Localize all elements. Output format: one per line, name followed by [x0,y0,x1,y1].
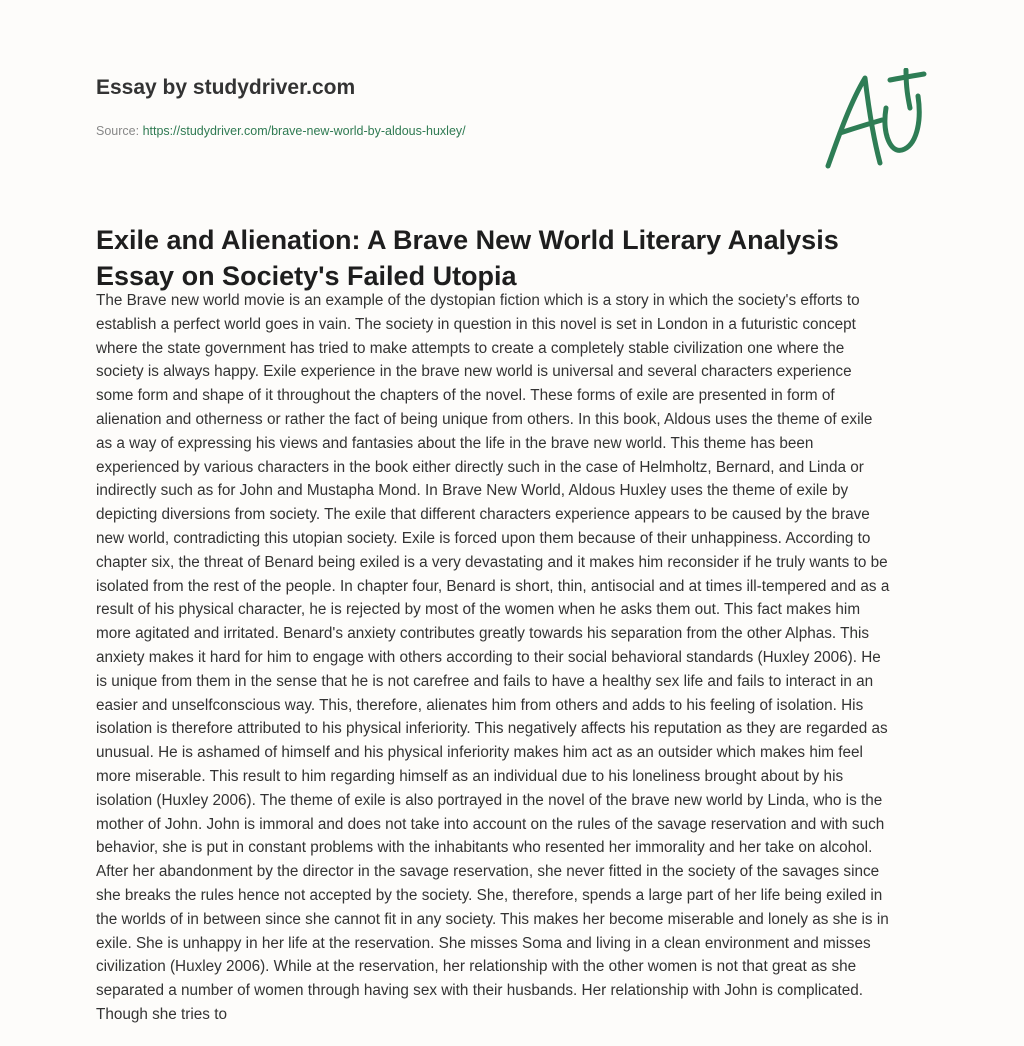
body-line: some form and shape of it throughout the chapters of the novel. These forms of exile are presented in form of [96,387,835,405]
source-link[interactable]: https://studydriver.com/brave-new-world-by-aldous-huxley/ [142,124,466,138]
a-plus-logo-icon [820,68,930,173]
body-line: she breaks the rules hence not accepted by the society. She, therefore, spends a large part of her life being exiled in [96,886,883,904]
body-line: exile. She is unhappy in her life at the reservation. She misses Soma and living in a clean environment and misses [96,934,871,952]
body-line: result of his physical character, he is rejected by most of the women when he asks them out. This fact makes him [96,601,861,619]
body-line: society is always happy. Exile experience in the brave new world is universal and several characters experience [96,363,852,381]
body-line: anxiety makes it hard for him to engage with others according to their social behavioral standards (Huxley 2006). He [96,648,881,666]
body-line: more agitated and irritated. Benard's anxiety contributes greatly towards his separation from the other Alphas. This [96,625,869,643]
body-line: The Brave new world movie is an example of the dystopian fiction which is a story in which the society's efforts to [96,292,860,309]
body-line: the worlds of in between since she cannot fit in any society. This makes her become miserable and lonely as she is in [96,910,889,928]
essay-title [96,222,976,294]
essay-body [96,289,996,1027]
body-line: is unique from them in the sense that he is not carefree and fails to have a healthy sex life and fails to interact in an [96,672,874,690]
body-line: After her abandonment by the director in the savage reservation, she never fitted in the society of the savages since [96,863,880,881]
body-line: new world, contradicting this utopian society. Exile is forced upon them because of their unhappiness. According to [96,529,871,547]
body-line: as a way of expressing his views and fantasies about the life in the brave new world. This theme has been [96,434,814,452]
body-line: indirectly such as for John and Mustapha Mond. In Brave New World, Aldous Huxley uses the theme of exile by [96,482,849,500]
source-label: Source: [96,124,140,138]
body-line: more miserable. This result to him regarding himself as an individual due to his loneliness brought about by his [96,767,844,785]
title-line: Essay on Society's Failed Utopia [96,261,517,291]
body-line: experienced by various characters in the book either directly such in the case of Helmholtz, Bernard, and Linda or [96,458,864,476]
body-line: behavior, she is put in constant problems with the inhabitants who resented her immorality and her take on alcohol. [96,839,873,857]
body-line: isolated from the rest of the people. In chapter four, Benard is short, thin, antisocial and at times ill-tempered and as a [96,577,890,595]
body-line: establish a perfect world goes in vain. The society in question in this novel is set in London in a futuristic concept [96,315,856,333]
body-line: mother of John. John is immoral and does not take into account on the rules of the savage reservation and with such [96,815,885,833]
body-line: civilization (Huxley 2006). While at the reservation, her relationship with the other women is not that great as she [96,958,857,976]
body-line: alienation and otherness or rather the fact of being unique from others. In this book, Aldous uses the theme of exile [96,410,873,428]
site-brand: Essay by studydriver.com [96,76,356,99]
body-line: separated a number of women through having sex with their husbands. Her relationship with John is complicated. [96,982,863,1000]
source-line [96,124,466,138]
body-line: isolation (Huxley 2006). The theme of exile is also portrayed in the novel of the brave new world by Linda, who is the [96,791,883,809]
title-line: Exile and Alienation: A Brave New World Literary Analysis [96,225,839,255]
body-line: depicting diversions from society. The exile that different characters experience appears to be caused by the brave [96,506,870,524]
body-line: isolation is therefore attributed to his physical inferiority. This negatively affects his reputation as they are regarded as [96,720,888,738]
body-line: where the state government has tried to make attempts to create a completely stable civilization one where the [96,339,845,357]
body-line: Though she tries to [96,1005,227,1023]
body-line: easier and unselfconscious way. This, therefore, alienates him from others and adds to his feeling of isolation. His [96,696,864,714]
body-line: chapter six, the threat of Benard being exiled is a very devastating and it makes him reconsider if he truly wants to be [96,553,888,571]
body-line: unusual. He is ashamed of himself and his physical inferiority makes him act as an outsider which makes him feel [96,744,863,762]
